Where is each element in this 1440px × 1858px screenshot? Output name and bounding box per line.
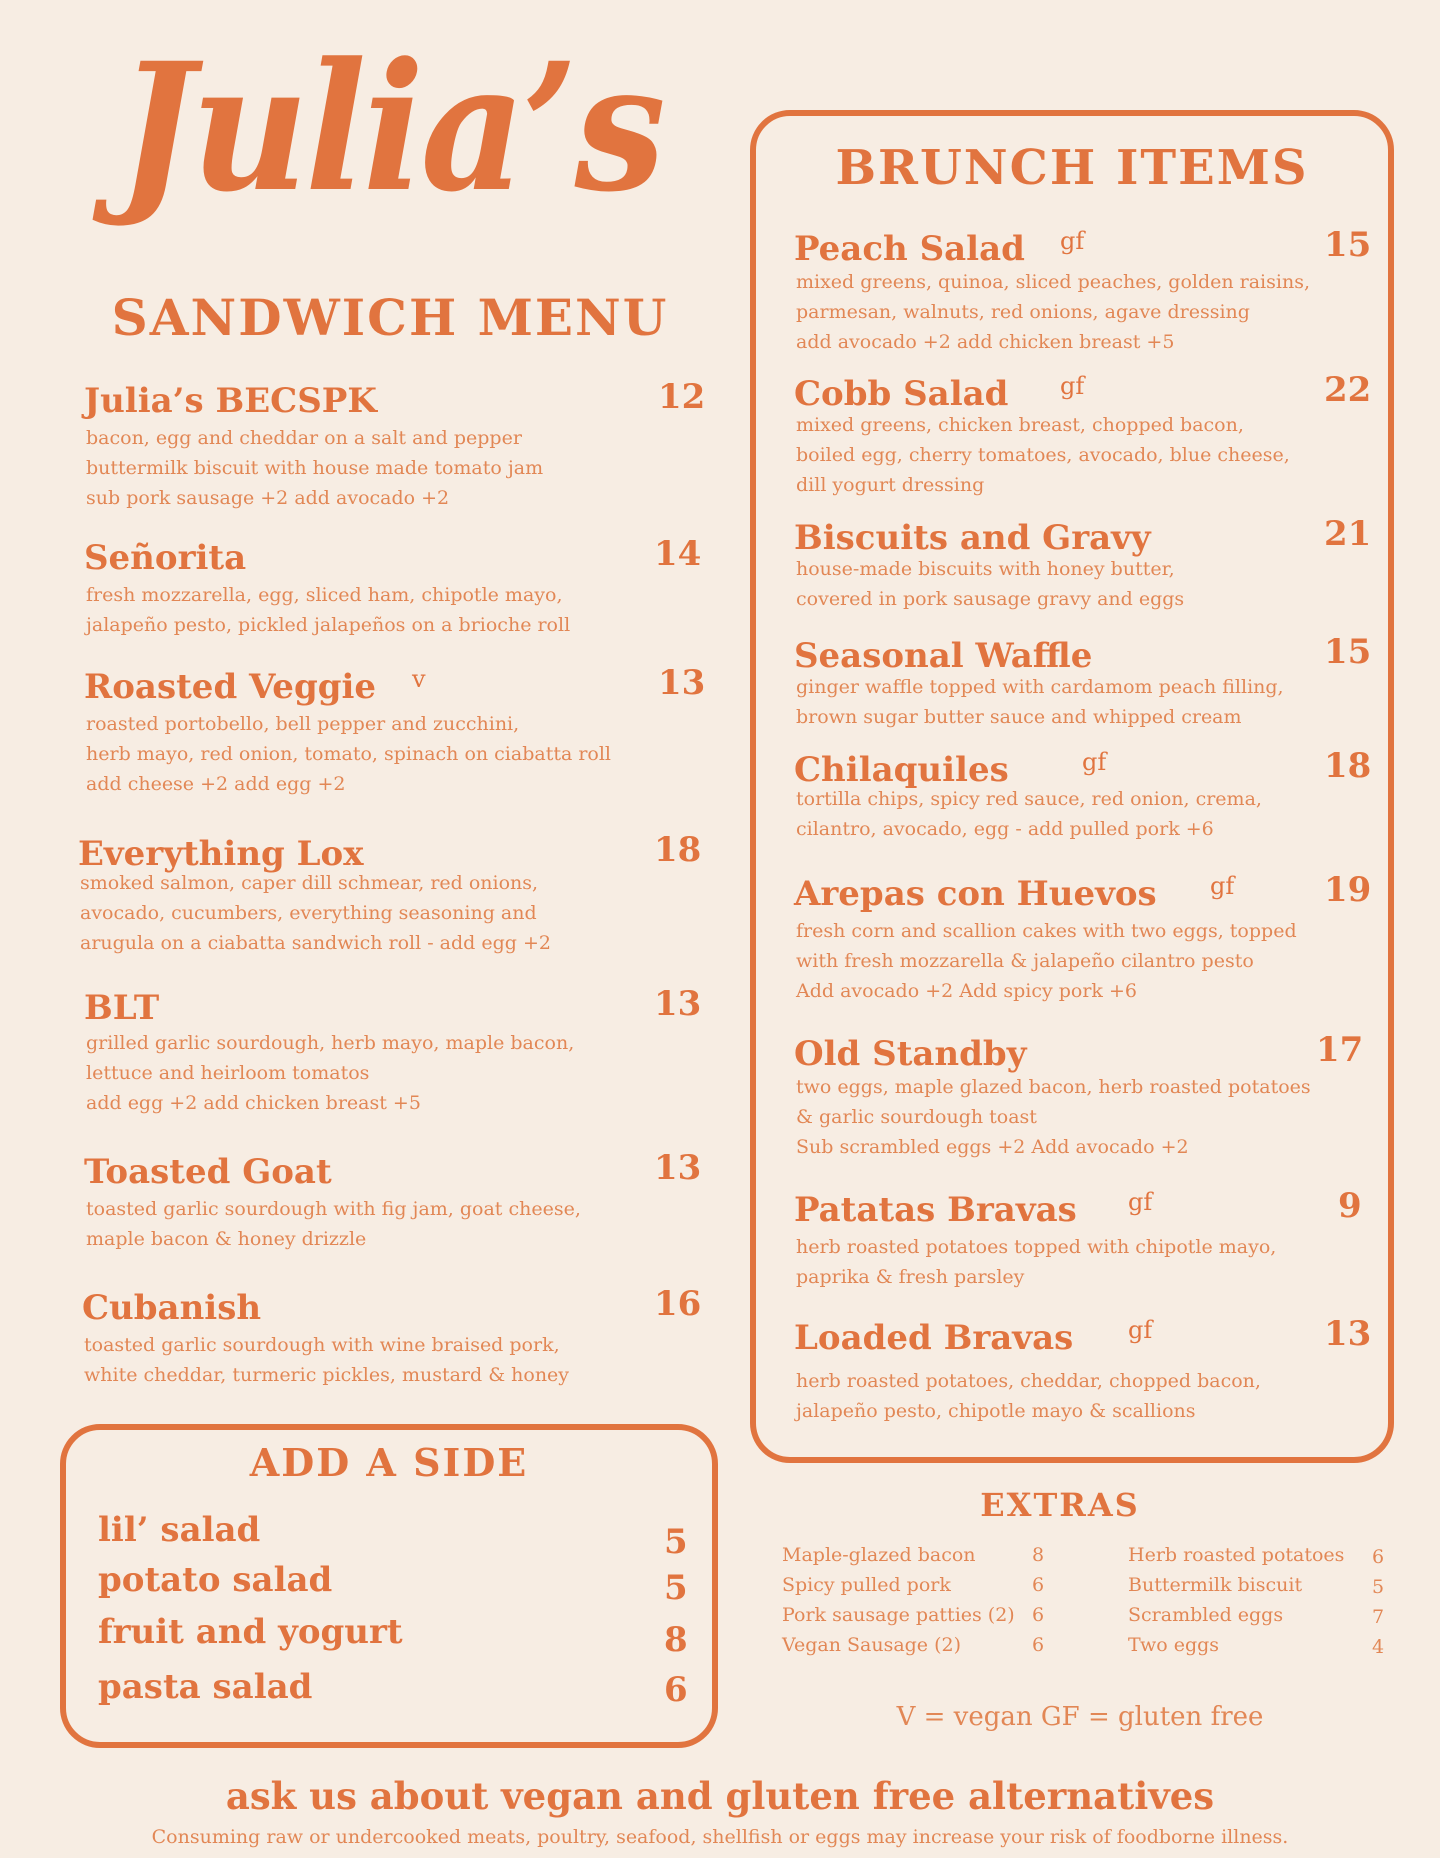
item-description — [796, 267, 1310, 357]
description-line: grilled garlic sourdough, herb mayo, maple bacon, — [86, 1032, 575, 1054]
item-description — [796, 1072, 1311, 1162]
item-name: BLT — [84, 988, 160, 1028]
item-description — [796, 410, 1290, 500]
diet-tag: gf — [1060, 372, 1085, 400]
description-line: white cheddar, turmeric pickles, mustard & honey — [84, 1364, 570, 1386]
description-line: & garlic sourdough toast — [796, 1106, 1037, 1128]
item-description — [796, 672, 1284, 732]
extra-price: 7 — [1372, 1606, 1385, 1628]
side-item-name: fruit and yogurt — [98, 1612, 403, 1652]
item-price: 18 — [654, 830, 702, 870]
item-name: Señorita — [84, 538, 247, 578]
description-line: dill yogurt dressing — [796, 474, 985, 496]
description-line: lettuce and heirloom tomatos — [86, 1062, 370, 1084]
item-price: 12 — [658, 377, 706, 417]
item-name: Toasted Goat — [84, 1152, 332, 1192]
side-title: ADD A SIDE — [249, 1440, 529, 1485]
description-line: avocado, cucumbers, everything seasoning and — [80, 902, 537, 924]
item-description — [84, 1330, 569, 1390]
extra-name: Two eggs — [1128, 1634, 1220, 1656]
extra-price: 4 — [1372, 1636, 1385, 1658]
description-line: herb roasted potatoes topped with chipotle mayo, — [796, 1236, 1277, 1258]
item-name: Peach Salad — [794, 229, 1025, 269]
item-description — [796, 554, 1184, 614]
description-line: herb mayo, red onion, tomato, spinach on ciabatta roll — [86, 743, 612, 765]
item-name: Seasonal Waffle — [794, 636, 1093, 676]
description-line: buttermilk biscuit with house made tomato jam — [86, 457, 544, 479]
extra-name: Maple-glazed bacon — [782, 1544, 976, 1566]
item-price: 15 — [1324, 632, 1372, 672]
item-name: Old Standby — [794, 1034, 1027, 1074]
extra-name: Pork sausage patties (2) — [782, 1604, 1015, 1626]
description-line: cilantro, avocado, egg - add pulled pork +6 — [796, 818, 1214, 840]
item-description — [86, 709, 611, 799]
diet-tag: v — [412, 665, 426, 693]
item-name: Cobb Salad — [794, 374, 1009, 414]
extra-price: 6 — [1032, 1574, 1045, 1596]
item-name: Arepas con Huevos — [794, 874, 1157, 914]
item-price: 17 — [1316, 1030, 1364, 1070]
diet-legend: V = vegan GF = gluten free — [896, 1702, 1264, 1732]
extra-price: 6 — [1032, 1604, 1045, 1626]
description-line: fresh corn and scallion cakes with two eggs, topped — [796, 920, 1297, 942]
description-line: brown sugar butter sauce and whipped cream — [796, 706, 1242, 728]
item-description — [796, 916, 1297, 1006]
diet-tag: gf — [1128, 1316, 1153, 1344]
diet-tag: gf — [1082, 748, 1107, 776]
description-line: toasted garlic sourdough with wine braised pork, — [84, 1334, 560, 1356]
extra-price: 6 — [1372, 1546, 1385, 1568]
item-price: 14 — [654, 534, 702, 574]
item-name: Patatas Bravas — [794, 1190, 1077, 1230]
diet-tag: gf — [1060, 227, 1085, 255]
item-description — [86, 580, 570, 640]
extra-name: Herb roasted potatoes — [1128, 1544, 1345, 1566]
item-price: 13 — [1324, 1314, 1372, 1354]
food-safety-disclaimer: Consuming raw or undercooked meats, poultry, seafood, shellfish or eggs may increase your risk of foodborne illness. — [151, 1826, 1289, 1848]
description-line: Sub scrambled eggs +2 Add avocado +2 — [796, 1136, 1189, 1158]
item-description — [86, 1028, 574, 1118]
extra-price: 6 — [1032, 1634, 1045, 1656]
item-name: Roasted Veggie — [84, 667, 377, 707]
extra-name: Buttermilk biscuit — [1128, 1574, 1303, 1596]
description-line: mixed greens, chicken breast, chopped bacon, — [796, 414, 1244, 436]
side-item-price: 5 — [664, 1522, 688, 1562]
description-line: sub pork sausage +2 add avocado +2 — [86, 487, 450, 509]
side-item-price: 6 — [664, 1670, 688, 1710]
description-line: smoked salmon, caper dill schmear, red onions, — [80, 872, 539, 894]
item-name: Chilaquiles — [794, 750, 1009, 790]
item-description — [80, 868, 551, 958]
item-price: 15 — [1324, 225, 1372, 265]
item-price: 13 — [658, 663, 706, 703]
item-name: Everything Lox — [78, 834, 364, 874]
diet-tag: gf — [1210, 872, 1235, 900]
item-description — [796, 1232, 1276, 1292]
side-item-name: pasta salad — [98, 1667, 313, 1707]
side-item-name: potato salad — [98, 1560, 333, 1600]
description-line: covered in pork sausage gravy and eggs — [796, 588, 1185, 610]
item-name: Biscuits and Gravy — [794, 518, 1151, 558]
item-price: 9 — [1338, 1186, 1362, 1226]
description-line: paprika & fresh parsley — [796, 1266, 1025, 1288]
description-line: maple bacon & honey drizzle — [86, 1228, 367, 1250]
description-line: two eggs, maple glazed bacon, herb roasted potatoes — [796, 1076, 1311, 1098]
description-line: boiled egg, cherry tomatoes, avocado, blue cheese, — [796, 444, 1290, 466]
description-line: jalapeño pesto, chipotle mayo & scallions — [796, 1400, 1196, 1422]
side-item-price: 5 — [664, 1568, 688, 1608]
sandwich-menu-title: SANDWICH MENU — [111, 288, 669, 347]
description-line: fresh mozzarella, egg, sliced ham, chipotle mayo, — [86, 584, 563, 606]
description-line: house-made biscuits with honey butter, — [796, 558, 1175, 580]
description-line: roasted portobello, bell pepper and zucchini, — [86, 713, 520, 735]
description-line: tortilla chips, spicy red sauce, red onion, crema, — [796, 788, 1262, 810]
extras-title: EXTRAS — [980, 1486, 1140, 1524]
diet-tag: gf — [1128, 1188, 1153, 1216]
description-line: toasted garlic sourdough with fig jam, goat cheese, — [86, 1198, 581, 1220]
description-line: add egg +2 add chicken breast +5 — [86, 1092, 421, 1114]
extra-name: Scrambled eggs — [1128, 1604, 1284, 1626]
side-item-name: lil’ salad — [98, 1510, 261, 1550]
description-line: parmesan, walnuts, red onions, agave dressing — [796, 301, 1250, 323]
item-name: Loaded Bravas — [794, 1318, 1074, 1358]
description-line: ginger waffle topped with cardamom peach filling, — [796, 676, 1284, 698]
description-line: herb roasted potatoes, cheddar, chopped bacon, — [796, 1370, 1261, 1392]
brunch-title: BRUNCH ITEMS — [835, 140, 1309, 196]
item-name: Julia’s BECSPK — [84, 381, 377, 421]
description-line: Add avocado +2 Add spicy pork +6 — [796, 980, 1137, 1002]
item-name: Cubanish — [82, 1288, 262, 1328]
item-description — [796, 1366, 1261, 1426]
extra-name: Spicy pulled pork — [782, 1574, 951, 1596]
side-item-price: 8 — [664, 1620, 688, 1660]
item-price: 13 — [654, 1148, 702, 1188]
item-description — [86, 423, 543, 513]
item-price: 13 — [654, 984, 702, 1024]
description-line: jalapeño pesto, pickled jalapeños on a brioche roll — [86, 614, 571, 636]
description-line: mixed greens, quinoa, sliced peaches, golden raisins, — [796, 271, 1310, 293]
description-line: with fresh mozzarella & jalapeño cilantro pesto — [796, 950, 1254, 972]
description-line: arugula on a ciabatta sandwich roll - add egg +2 — [80, 932, 551, 954]
restaurant-logo: Julia’s — [118, 24, 663, 231]
description-line: add cheese +2 add egg +2 — [86, 773, 346, 795]
description-line: add avocado +2 add chicken breast +5 — [796, 331, 1175, 353]
description-line: bacon, egg and cheddar on a salt and pepper — [86, 427, 522, 449]
item-price: 19 — [1324, 870, 1372, 910]
alternatives-note: ask us about vegan and gluten free alternatives — [225, 1774, 1215, 1818]
extra-price: 5 — [1372, 1576, 1385, 1598]
extra-price: 8 — [1032, 1544, 1045, 1566]
item-price: 16 — [654, 1284, 702, 1324]
item-price: 21 — [1324, 514, 1372, 554]
item-description — [796, 784, 1262, 844]
item-price: 22 — [1324, 370, 1372, 410]
extra-name: Vegan Sausage (2) — [782, 1634, 962, 1656]
item-price: 18 — [1324, 746, 1372, 786]
item-description — [86, 1194, 581, 1254]
